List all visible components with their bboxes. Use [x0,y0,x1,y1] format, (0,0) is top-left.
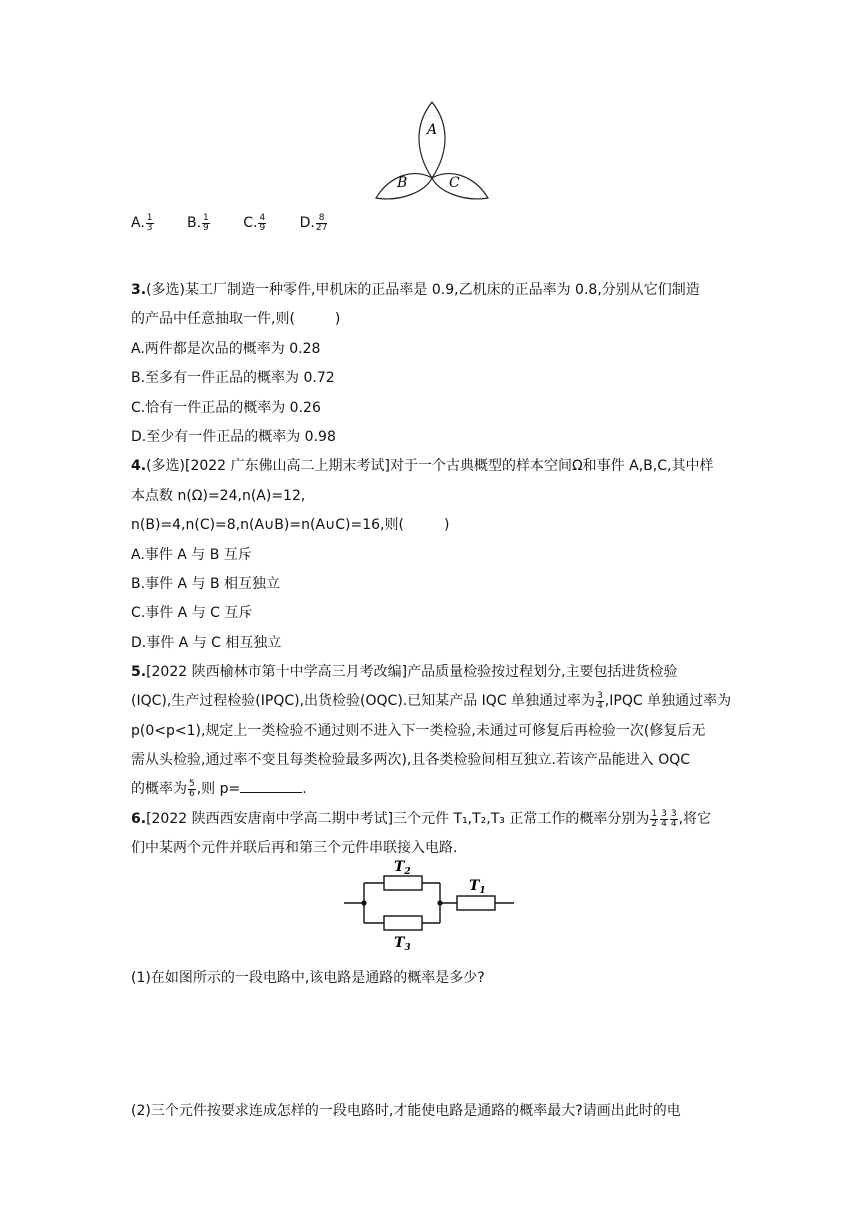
q3-option-d: D.至少有一件正品的概率为 0.98 [131,429,336,445]
q5-line4: 需从头检验,通过率不变且每类检验最多两次),且各类检验间相互独立.若该产品能进入 OQC [131,752,691,768]
q4-option-a: A.事件 A 与 B 互斥 [131,547,252,563]
q5-line5: 的概率为 $\frac{5}{6}$ ,则 p= . [131,778,307,799]
petal-c [432,174,488,199]
q3-option-a: A.两件都是次品的概率为 0.28 [131,341,321,357]
petal-label-b: B [397,175,408,191]
petal-label-c: C [449,175,460,191]
q5-answer-blank [240,780,302,793]
q3-option-b: B.至多有一件正品的概率为 0.72 [131,370,335,386]
q5-line2: (IQC),生产过程检验(IPQC),出货检验(OQC).已知某产品 IQC 单独通过率为 $\frac{3}{4}$ ,IPQC 单独通过率为 [131,690,732,711]
q4-stem-line2: 本点数 n(Ω)=24,n(A)=12, [131,488,306,504]
petal-label-a: A [427,122,438,138]
petal-figure [370,100,500,205]
petal-a [419,102,445,178]
q5-line1: 5.[2022 陕西榆林市第十中学高三月考改编]产品质量检验按过程划分,主要包括进货检验 [131,664,678,680]
q4-option-b: B.事件 A 与 B 相互独立 [131,576,281,592]
resistor-t3 [384,916,422,930]
q2-option-c: C. $\frac{4}{9}$ [243,212,266,233]
q6-sub1: (1)在如图所示的一段电路中,该电路是通路的概率是多少? [131,970,485,986]
q2-option-b: B. $\frac{1}{9}$ [186,212,209,233]
junction-right [437,900,442,905]
q3-stem-line2: 的产品中任意抽取一件,则( ) [131,311,341,327]
q6-line1: 6.[2022 陕西西安唐南中学高二期中考试]三个元件 T₁,T₂,T₃ 正常工作的概率分别为 $\frac{1}{2}$ $\frac{3}{4}$ $\frac{3}{4}$ ,将它 [131,808,712,829]
q3-option-c: C.恰有一件正品的概率为 0.26 [131,400,321,416]
q3-stem-line1: 3.(多选)某工厂制造一种零件,甲机床的正品率是 0.9,乙机床的正品率为 0.8,分别从它们制造 [131,282,700,298]
label-t3: $T_3$ [394,935,411,953]
resistor-t1 [457,896,495,910]
q6-line2: 们中某两个元件并联后再和第三个元件串联接入电路. [131,840,458,856]
label-t1: $T_1$ [469,878,486,896]
q5-line3: p(0<p<1),规定上一类检验不通过则不进入下一类检验,未通过可修复后再检验一次(修复后无 [131,723,706,739]
q4-stem-line1: 4.(多选)[2022 广东佛山高二上期末考试]对于一个古典概型的样本空间Ω和事件 A,B,C,其中样 [131,458,714,474]
junction-left [361,900,366,905]
q6-sub2: (2)三个元件按要求连成怎样的一段电路时,才能使电路是通路的概率最大?请画出此时的电 [131,1103,681,1119]
q2-option-d: D. $\frac{8}{27}$ [299,212,328,233]
resistor-t2 [384,876,422,890]
q4-option-d: D.事件 A 与 C 相互独立 [131,635,282,651]
circuit-diagram [344,855,519,955]
q2-options [131,213,356,233]
q4-option-c: C.事件 A 与 C 互斥 [131,605,253,621]
label-t2: $T_2$ [394,859,411,877]
q4-stem-line3: n(B)=4,n(C)=8,n(A∪B)=n(A∪C)=16,则( ) [131,517,450,533]
q2-option-a: A. $\frac{1}{3}$ [131,212,153,233]
